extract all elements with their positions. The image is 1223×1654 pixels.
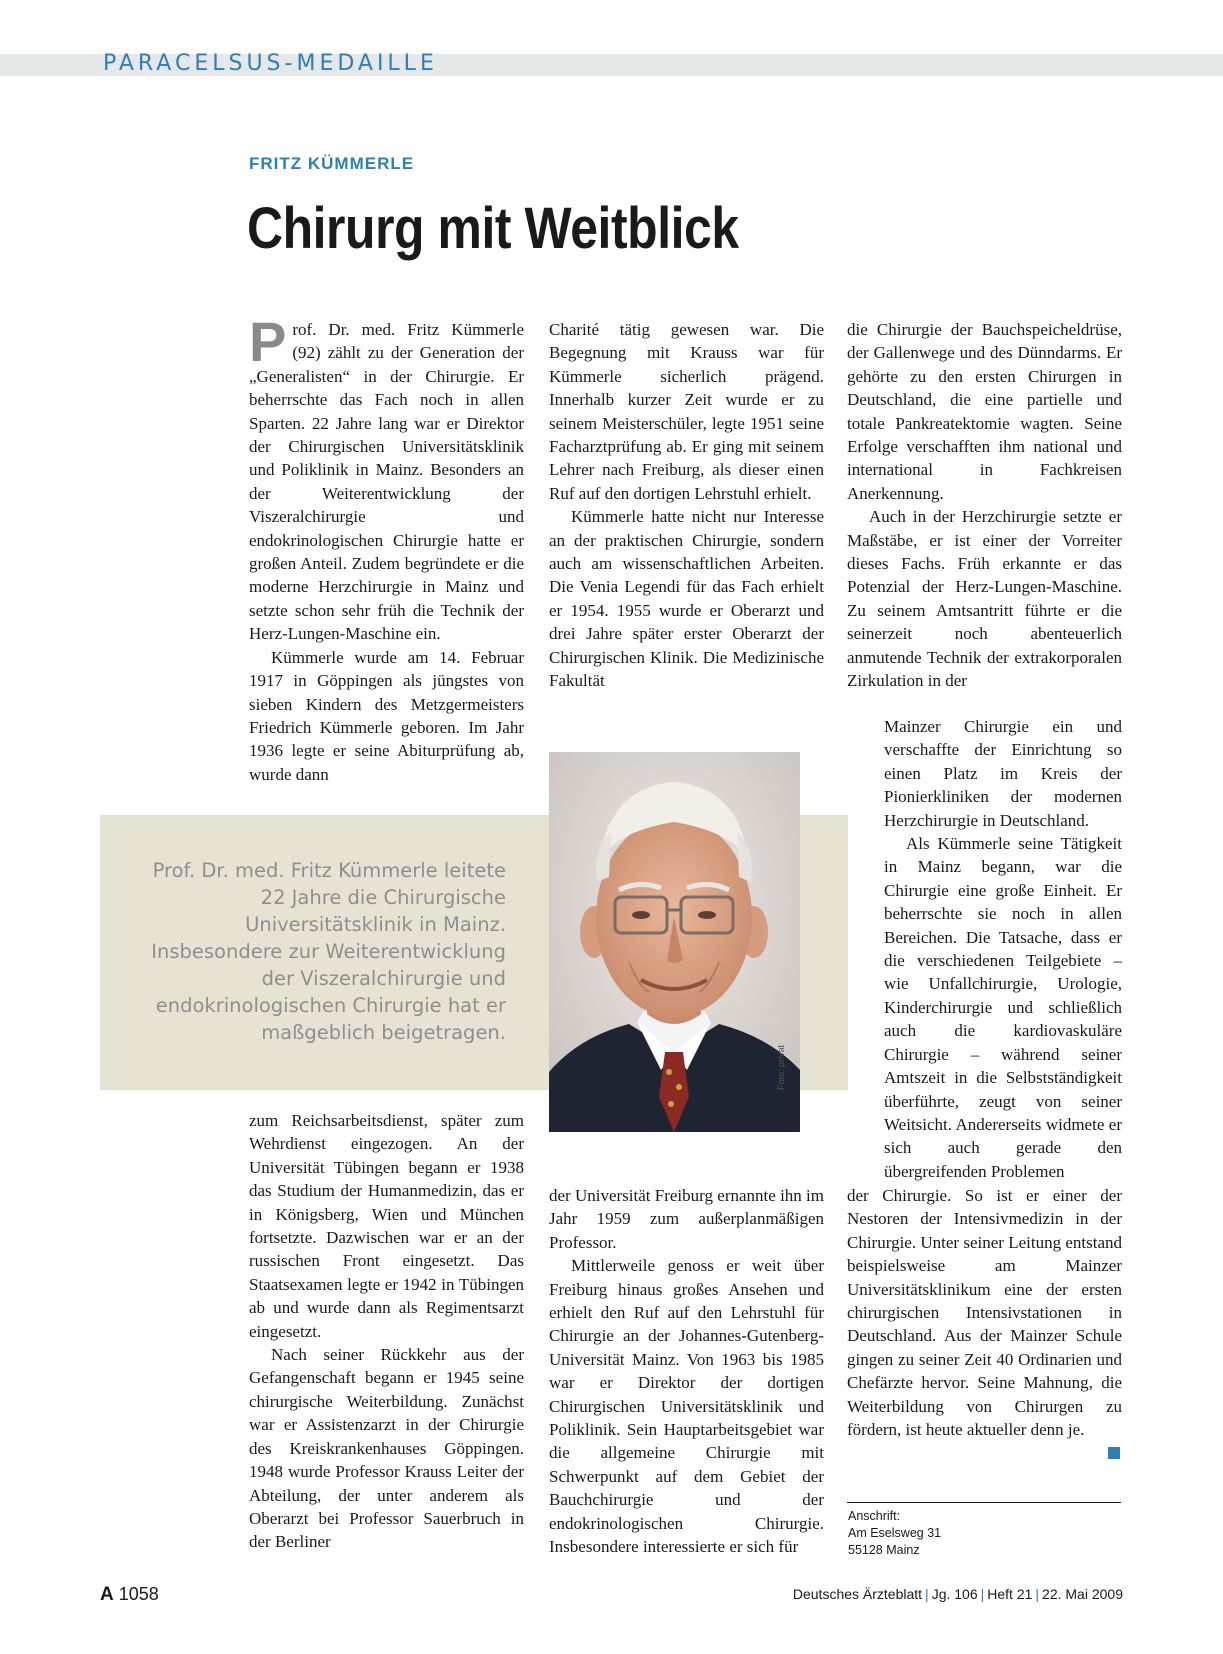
- page-number-value: 1058: [118, 1584, 159, 1604]
- address-rule: [847, 1502, 1121, 1503]
- column-3-bottom: [847, 1184, 1122, 1441]
- paragraph: Charité tätig gewesen war. Die Begegnung mit Krauss war für Kümmerle sicherlich prägend. Innerhalb kurzer Zeit wurde er zu seinem Meisterschüler, legte 1951 seine Facharztprüfung ab. Er ging mit seinem Lehrer nach Freiburg, als dieser einen Ruf auf den dortigen Lehrstuhl erhielt.: [549, 320, 824, 503]
- article-headline: Chirurg mit Weitblick: [247, 196, 739, 261]
- paragraph: Als Kümmerle seine Tätigkeit in Mainz begann, war die Chirurgie eine große Einheit. Er beherrschte sie noch in allen Bereichen. Die Tatsache, dass er die verschiedenen Teilgebiete – wie Unfallchirurgie, Urologie, Kinderchirurgie und schließlich auch die kardiovaskuläre Chirurgie – während seiner Amtszeit in die Selbstständigkeit überführte, zeugt von seiner Weitsicht. Andererseits widmete er sich auch gerade den übergreifenden Problemen: [884, 834, 1122, 1181]
- column-3-middle: [884, 715, 1122, 1183]
- page-prefix: A: [100, 1584, 114, 1605]
- address-street: Am Eselsweg 31: [848, 1526, 942, 1540]
- column-2-bottom: [549, 1184, 824, 1559]
- paragraph: Auch in der Herzchirurgie setzte er Maßstäbe, er ist einer der Vorreiter dieses Fachs. Früh erkannte er das Potenzial der Herz-Lungen-Maschine. Zu seinem Amtsantritt führte er die seinerzeit noch abenteuerlich anmutende Technik der extrakorporalen Zirkulation in der: [847, 507, 1122, 691]
- paragraph: Kümmerle hatte nicht nur Interesse an der praktischen Chirurgie, sondern auch am wissenschaftlichen Arbeiten. Die Venia Legendi für das Fach erhielt er 1954. 1955 wurde er Oberarzt und drei Jahre später erster Oberarzt der Chirurgischen Klinik. Die Medizinische Fakultät: [549, 507, 824, 691]
- paragraph: [249, 310, 524, 646]
- drop-cap: P: [249, 310, 287, 373]
- pullquote: Prof. Dr. med. Fritz Kümmerle leitete 22 Jahre die Chirurgische Universitätsklinik in Mainz. Insbesondere zur Weiterentwicklung der Viszeralchirurgie und endokrinologischen Chirurgie hat er maßgeblich beigetragen.: [151, 859, 506, 1044]
- portrait-photo: [549, 752, 800, 1132]
- article-kicker: FRITZ KÜMMERLE: [249, 154, 415, 173]
- paragraph: Kümmerle wurde am 14. Februar 1917 in Göppingen als jüngstes von sieben Kindern des Metzgermeisters Friedrich Kümmerle geboren. Im Jahr 1936 legte er seine Abiturprüfung ab, wurde dann: [249, 647, 524, 784]
- journal-footer: [793, 1586, 1123, 1602]
- paragraph: Mittlerweile genoss er weit über Freiburg hinaus großes Ansehen und erhielt den Ruf auf den Lehrstuhl für Chirurgie an der Johannes-Gutenberg-Universität Mainz. Von 1963 bis 1985 war er Direktor der dortigen Chirurgischen Universitätsklinik und Poliklinik. Sein Hauptarbeitsgebiet war die allgemeine Chirurgie mit Schwerpunkt auf dem Gebiet der Bauchchirurgie und der endokrinologischen Chirurgie. Insbesondere interessierte er sich für: [549, 1256, 824, 1557]
- section-title: PARACELSUS-MEDAILLE: [103, 51, 438, 76]
- column-2-top: [549, 318, 824, 693]
- photo-credit: Foto: privat: [776, 1044, 786, 1090]
- separator: |: [1035, 1586, 1040, 1602]
- journal-name: Deutsches Ärzteblatt: [792, 1586, 923, 1602]
- address-block: [848, 1508, 941, 1559]
- page-number: [100, 1584, 159, 1606]
- paragraph: der Universität Freiburg ernannte ihn im Jahr 1959 zum außerplanmäßigen Professor.: [549, 1186, 824, 1252]
- paragraph: die Chirurgie der Bauchspeicheldrüse, der Gallenwege und des Dünndarms. Er gehörte zu den ersten Chirurgen in Deutschland, die eine partielle und totale Pankreatektomie wagten. Seine Erfolge verschafften ihm national und international in Fachkreisen Anerkennung.: [847, 320, 1122, 503]
- journal-date: 22. Mai 2009: [1042, 1586, 1123, 1602]
- paragraph: der Chirurgie. So ist er einer der Nestoren der Intensivmedizin in der Chirurgie. Unter seiner Leitung entstand beispielsweise am Mainzer Universitätsklinikum eine der ersten chirurgischen Intensivstationen in Deutschland. Aus der Mainzer Schule gingen zu seiner Zeit 40 Ordinarien und Chefärzte hervor. Seine Mahnung, die Weiterbildung von Chirurgen zu fördern, ist heute aktueller denn je.: [847, 1186, 1122, 1440]
- address-label: Anschrift:: [848, 1509, 901, 1523]
- journal-issue: Heft 21: [987, 1586, 1033, 1602]
- paragraph: zum Reichsarbeitsdienst, später zum Wehrdienst eingezogen. An der Universität Tübingen begann er 1938 das Studium der Humanmedizin, das er in Königsberg, Wien und München fortsetzte. Dazwischen war er an der russischen Front eingesetzt. Das Staatsexamen legte er 1942 in Tübingen ab und wurde dann als Regimentsarzt eingesetzt.: [249, 1111, 524, 1341]
- column-3-top: [847, 318, 1122, 693]
- paragraph: Mainzer Chirurgie ein und verschaffte der Einrichtung so einen Platz im Kreis der Pionierkliniken der modernen Herzchirurgie in Deutschland.: [884, 717, 1122, 830]
- column-1-bottom: [249, 1109, 524, 1554]
- paragraph: Nach seiner Rückkehr aus der Gefangenschaft begann er 1945 seine chirurgische Weiterbildung. Zunächst war er Assistenzarzt in der Chirurgie des Kreiskrankenhauses Göppingen. 1948 wurde Professor Krauss Leiter der Abteilung, der unter anderem als Oberarzt bei Professor Sauerbruch in der Berliner: [249, 1345, 524, 1552]
- separator: |: [925, 1586, 929, 1602]
- paragraph-text: rof. Dr. med. Fritz Kümmerle (92) zählt zu der Generation der „Generalisten“ in der Chirurgie. Er beherrschte das Fach noch in allen Sparten. 22 Jahre lang war er Direktor der Chirurgischen Universitätsklinik und Poliklinik in Mainz. Besonders an der Weiterentwicklung der Viszeralchirurgie und endokrinologischen Chirurgie hatte er großen Anteil. Zudem begründete er die moderne Herzchirurgie in Mainz und setzte schon sehr früh die Technik der Herz-Lungen-Maschine ein.: [249, 320, 524, 644]
- separator: |: [980, 1586, 985, 1602]
- address-city: 55128 Mainz: [848, 1543, 920, 1557]
- journal-volume: Jg. 106: [931, 1586, 978, 1602]
- end-mark: [1108, 1447, 1120, 1459]
- column-1-top: [249, 310, 524, 786]
- portrait-illustration: [549, 752, 800, 1132]
